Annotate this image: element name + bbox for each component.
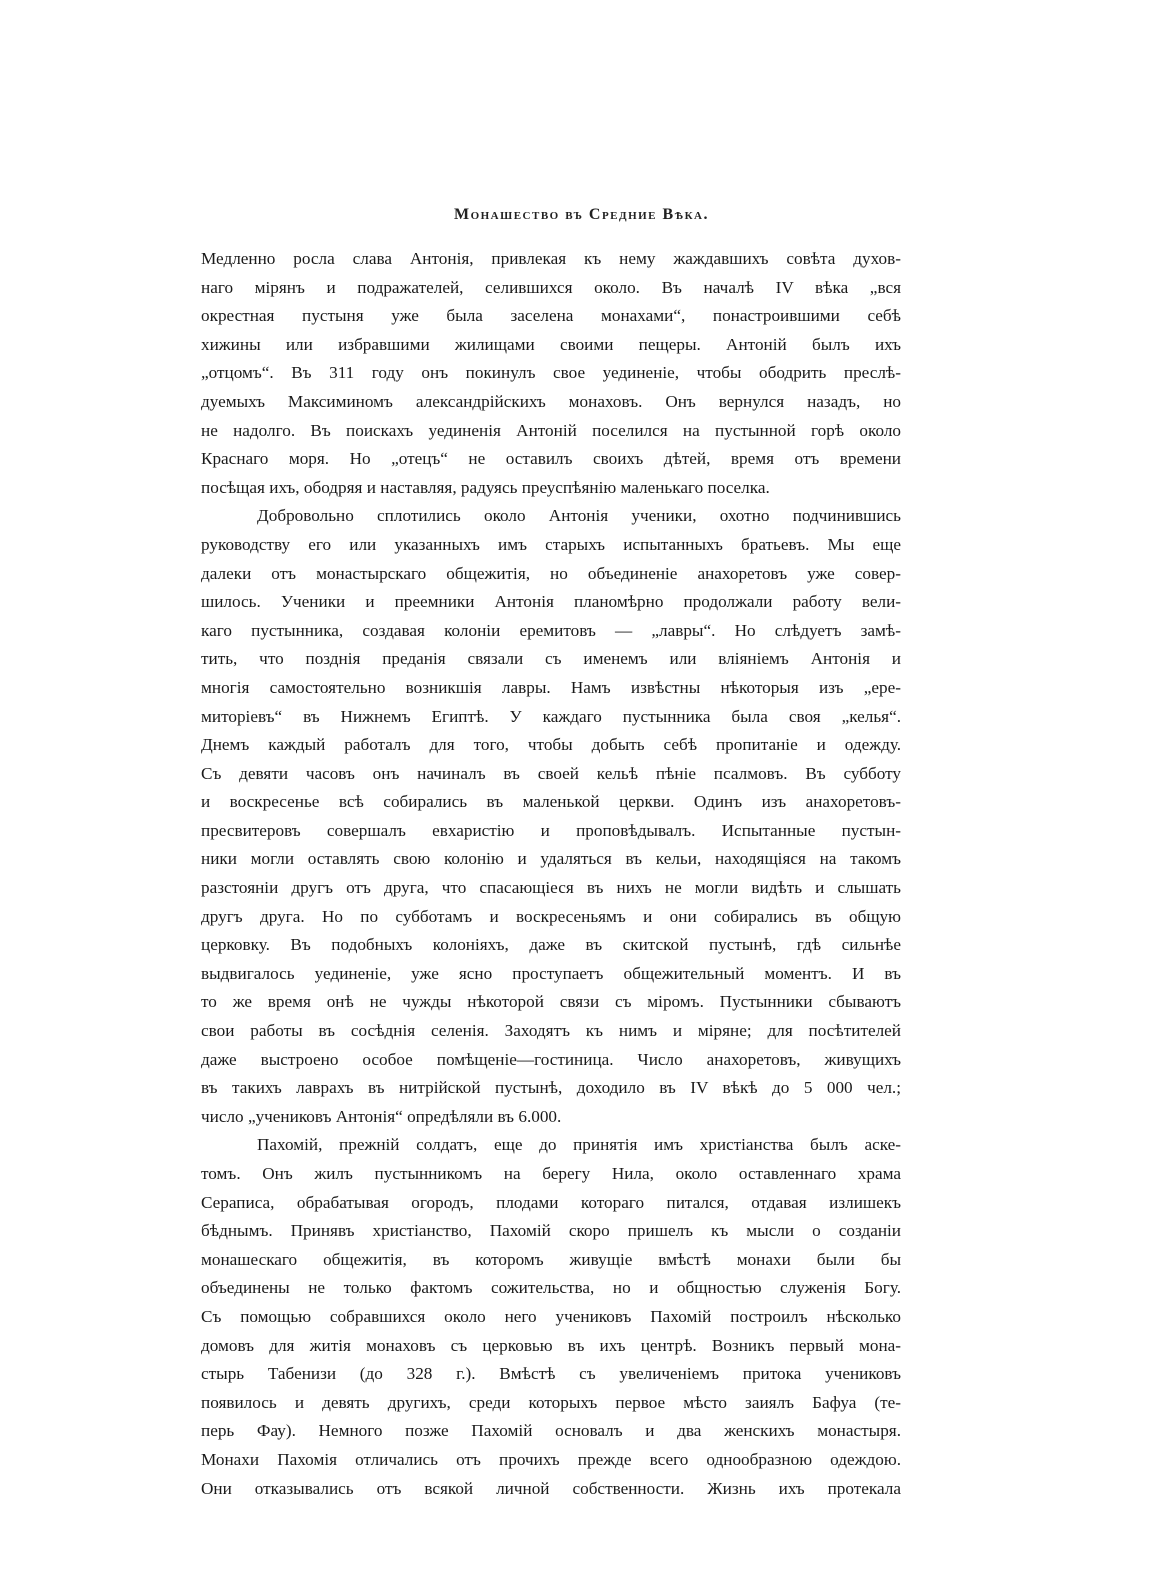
text-line: дуемыхъ Максиминомъ александрійскихъ монаховъ. Онъ вернулся назадъ, но	[201, 391, 901, 411]
text-line: миторіевъ“ въ Нижнемъ Египтѣ. У каждаго пустынника была своя „келья“.	[201, 706, 901, 726]
text-line: Они отказывались отъ всякой личной собственности. Жизнь ихъ протекала	[201, 1478, 901, 1498]
text-line: Монахи Пахомія отличались отъ прочихъ прежде всего однообразною одеждою.	[201, 1449, 901, 1469]
text-line: въ такихъ лаврахъ въ нитрійской пустынѣ, доходило въ IV вѣкѣ до 5 000 чел.;	[201, 1078, 901, 1098]
text-line: Сераписа, обрабатывая огородъ, плодами котораго питался, отдавая излишекъ	[201, 1192, 901, 1212]
text-line: многія самостоятельно возникшія лавры. Намъ извѣстны нѣкоторыя изъ „ере-	[201, 677, 901, 697]
text-line: шилось. Ученики и преемники Антонія планомѣрно продолжали работу вели-	[201, 592, 901, 612]
text-line: Съ помощью собравшихся около него учениковъ Пахомій построилъ нѣсколько	[201, 1306, 901, 1326]
text-line: Пахомій, прежній солдатъ, еще до принятія имъ христіанства былъ аске-	[257, 1135, 901, 1155]
text-line: Краснаго моря. Но „отецъ“ не оставилъ своихъ дѣтей, время отъ времени	[201, 449, 901, 469]
text-line: окрестная пустыня уже была заселена монахами“, понастроившими себѣ	[201, 306, 901, 326]
text-line: другъ друга. Но по субботамъ и воскресеньямъ и они собирались въ общую	[201, 906, 901, 926]
text-line: наго мірянъ и подражателей, селившихся около. Въ началѣ IV вѣка „вся	[201, 277, 901, 297]
text-line: перь Фау). Немного позже Пахомій основалъ и два женскихъ монастыря.	[201, 1421, 901, 1441]
text-line: то же время онѣ не чужды нѣкоторой связи съ міромъ. Пустынники сбываютъ	[201, 992, 901, 1012]
text-line: тить, что позднія преданія связали съ именемъ или вліяніемъ Антонія и	[201, 649, 901, 669]
text-line: ники могли оставлять свою колонію и удаляться въ кельи, находящіяся на такомъ	[201, 849, 901, 869]
text-line: Медленно росла слава Антонія, привлекая къ нему жаждавшихъ совѣта духов-	[201, 249, 901, 268]
text-line: хижины или избравшими жилищами своими пещеры. Антоній былъ ихъ	[201, 334, 901, 354]
text-line: свои работы въ сосѣднія селенія. Заходятъ къ нимъ и міряне; для посѣтителей	[201, 1021, 901, 1041]
text-line: и воскресенье всѣ собирались въ маленькой церкви. Одинъ изъ анахоретовъ-	[201, 792, 901, 812]
text-line: руководству его или указанныхъ имъ старыхъ испытанныхъ братьевъ. Мы еще	[201, 534, 901, 554]
text-line: появилось и девять другихъ, среди которыхъ первое мѣсто заиялъ Бафуа (те-	[201, 1392, 901, 1412]
text-line: домовъ для житія монаховъ съ церковью въ ихъ центрѣ. Возникъ первый мона-	[201, 1335, 901, 1355]
text-line: далеки отъ монастырскаго общежитія, но объединеніе анахоретовъ уже совер-	[201, 563, 901, 583]
text-line: монашескаго общежитія, въ которомъ живущіе вмѣстѣ монахи были бы	[201, 1249, 901, 1269]
text-line: Добровольно сплотились около Антонія ученики, охотно подчинившись	[257, 506, 901, 526]
text-line: церковку. Въ подобныхъ колоніяхъ, даже въ скитской пустынѣ, гдѣ сильнѣе	[201, 935, 901, 955]
text-line: число „учениковъ Антонія“ опредѣляли въ 6.000.	[201, 1106, 562, 1126]
running-head: Монашество въ Средние Вѣка.	[453, 206, 710, 223]
text-line: стырь Табенизи (до 328 г.). Вмѣстѣ съ увеличеніемъ притока учениковъ	[201, 1364, 901, 1384]
text-line: даже выстроено особое помѣщеніе—гостиница. Число анахоретовъ, живущихъ	[201, 1049, 901, 1069]
text-line: объединены не только фактомъ сожительства, но и общностью служенія Богу.	[201, 1278, 901, 1298]
text-line: Днемъ каждый работалъ для того, чтобы добыть себѣ пропитаніе и одежду.	[201, 735, 901, 755]
text-line: посѣщая ихъ, ободряя и наставляя, радуясь преуспѣянію маленькаго поселка.	[201, 477, 770, 497]
body-text	[201, 245, 901, 1503]
text-line: каго пустынника, создавая колоніи еремитовъ — „лавры“. Но слѣдуетъ замѣ-	[201, 620, 901, 640]
text-line: выдвигалось уединеніе, уже ясно проступаетъ общежительный моментъ. И въ	[201, 963, 901, 983]
text-line: пресвитеровъ совершалъ евхаристію и проповѣдывалъ. Испытанные пустын-	[201, 820, 901, 840]
text-line: „отцомъ“. Въ 311 году онъ покинулъ свое уединеніе, чтобы ободрить преслѣ-	[201, 363, 901, 383]
text-line: бѣднымъ. Принявъ христіанство, Пахомій скоро пришелъ къ мысли о созданіи	[201, 1221, 901, 1241]
text-line: не надолго. Въ поискахъ уединенія Антоній поселился на пустынной горѣ около	[201, 420, 901, 440]
text-line: томъ. Онъ жилъ пустынникомъ на берегу Нила, около оставленнаго храма	[201, 1164, 901, 1183]
text-line: разстояніи другъ отъ друга, что спасающіеся въ нихъ не могли видѣть и слышать	[201, 878, 901, 898]
text-line: Съ девяти часовъ онъ начиналъ въ своей кельѣ пѣніе псалмовъ. Въ субботу	[201, 763, 901, 783]
